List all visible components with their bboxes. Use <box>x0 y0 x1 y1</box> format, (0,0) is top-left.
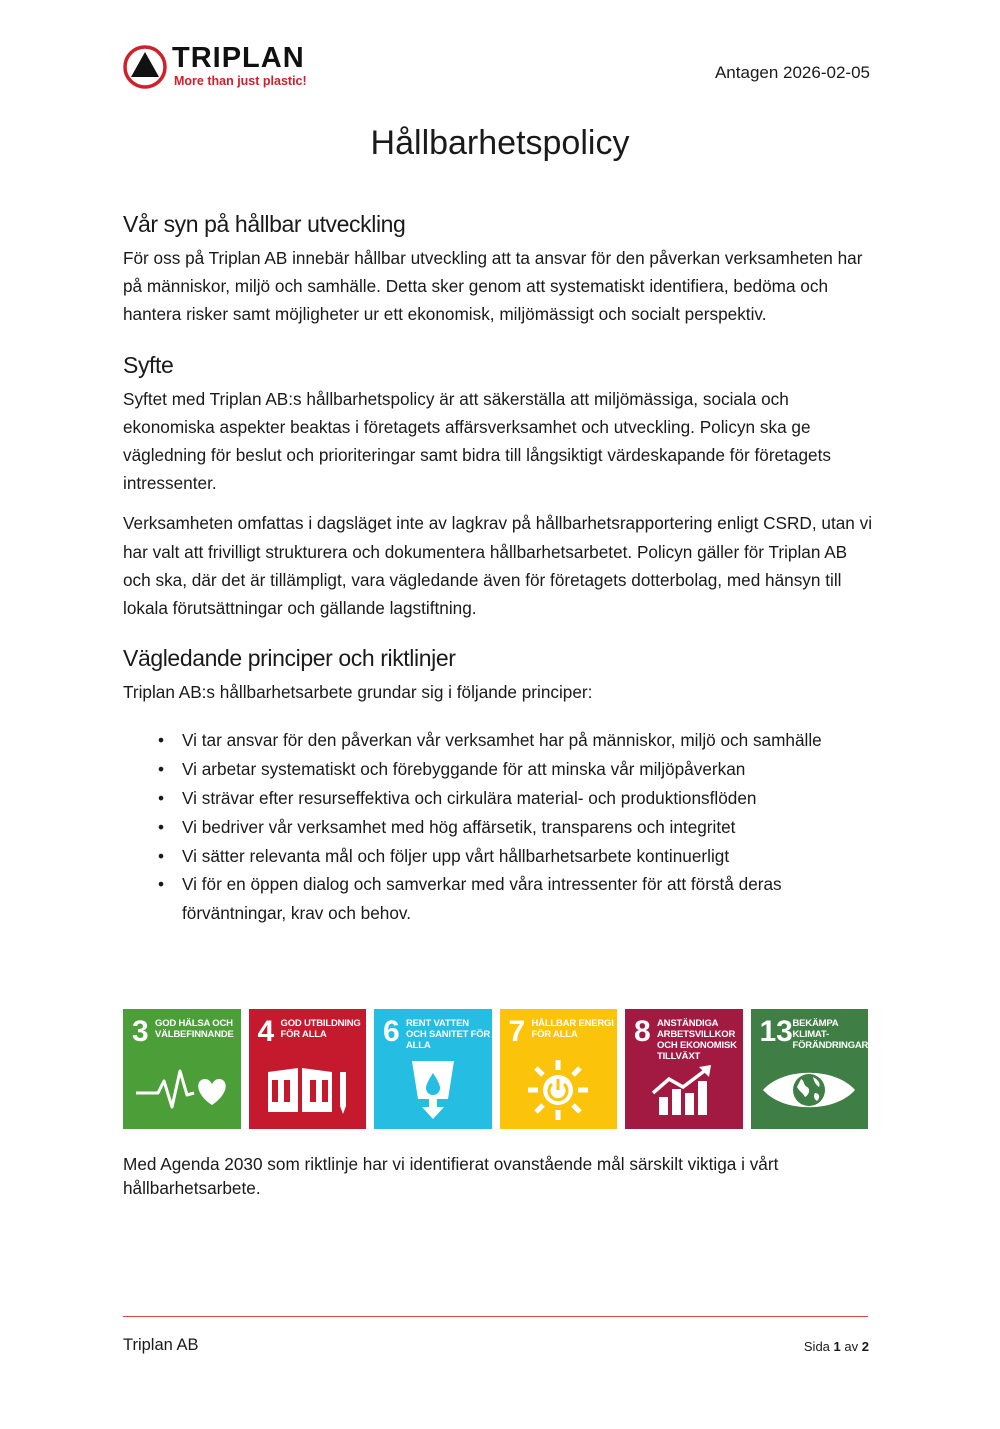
eye-globe-icon <box>759 1065 859 1115</box>
page-number: Sida 1 av 2 <box>803 1339 869 1354</box>
section-principles <box>123 642 878 928</box>
section-heading: Syfte <box>123 351 174 378</box>
list-item: • Vi bedriver vår verksamhet med hög affärsetik, transparens och integritet <box>158 813 878 842</box>
list-item: • Vi arbetar systematiskt och förebyggande för att minska vår miljöpåverkan <box>158 755 878 784</box>
sdg-number: 13 <box>759 1015 793 1048</box>
section-sustainable-development <box>123 208 878 329</box>
logo-tagline: More than just plastic! <box>174 74 307 88</box>
closing-paragraph: Med Agenda 2030 som riktlinje har vi identifierat ovanstående mål särskilt viktiga i vårt hållbarhetsarbete. <box>123 1154 779 1198</box>
total-pages: 2 <box>861 1339 869 1354</box>
sdg-tile-13 <box>751 1009 882 1129</box>
sdg-label: HÅLLBAR ENERGI FÖR ALLA <box>531 1018 614 1040</box>
sdg-label: ANSTÄNDIGA ARBETSVILLKOR OCH EKONOMISK TILLVÄXT <box>657 1018 737 1062</box>
principles-list <box>158 726 878 928</box>
list-item: • Vi strävar efter resurseffektiva och cirkulära material- och produktionsflöden <box>158 784 878 813</box>
footer-divider <box>123 1316 868 1317</box>
heartbeat-icon <box>132 1065 232 1115</box>
section-paragraph: Syftet med Triplan AB:s hållbarhetspolicy är att säkerställa att miljömässiga, sociala och ekonomiska aspekter beaktas i företagets affärsverksamhet och utveckling. Policyn ska ge vägledning för beslut och prioriteringar samt bidra till långsiktigt värdeskapande för företagets intressenter. <box>123 388 831 494</box>
adopted-date: Antagen 2026-02-05 <box>714 63 870 82</box>
document-body <box>123 208 878 948</box>
list-item: • Vi för en öppen dialog och samverkar med våra intressenter för att förstå deras förväntningar, krav och behov. <box>158 870 878 928</box>
sdg-goals-row <box>123 1009 882 1129</box>
book-icon <box>262 1062 352 1118</box>
growth-chart-icon <box>649 1065 719 1115</box>
section-purpose <box>123 349 878 623</box>
section-paragraph: För oss på Triplan AB innebär hållbar utveckling att ta ansvar för den påverkan verksamheten har på människor, miljö och samhälle. Detta sker genom att systematiskt identifiera, bedöma och hantera risker samt möjligheter ur ett ekonomisk, miljömässigt och socialt perspektiv. <box>123 248 863 325</box>
bullet: • <box>158 759 165 780</box>
footer-company: Triplan AB <box>123 1336 199 1354</box>
section-heading: Vår syn på hållbar utveckling <box>123 211 406 237</box>
sdg-number: 4 <box>257 1015 275 1048</box>
sdg-label: BEKÄMPA KLIMAT- FÖRÄNDRINGARNA <box>792 1018 882 1051</box>
sdg-tile-7 <box>500 1009 618 1129</box>
triplan-logo-icon <box>122 44 168 90</box>
bullet: • <box>158 874 165 895</box>
sdg-tile-6 <box>374 1009 492 1129</box>
sdg-number: 8 <box>634 1015 651 1048</box>
list-item: • Vi tar ansvar för den påverkan vår verksamhet har på människor, miljö och samhälle <box>158 726 878 755</box>
sdg-number: 7 <box>508 1015 526 1048</box>
water-glass-icon <box>398 1059 468 1121</box>
sdg-label: GOD UTBILDNING FÖR ALLA <box>280 1018 361 1040</box>
sdg-label: GOD HÄLSA OCH VÄLBEFINNANDE <box>155 1018 234 1040</box>
company-logo <box>122 44 322 92</box>
section-paragraph: Triplan AB:s hållbarhetsarbete grundar sig i följande principer: <box>123 682 593 703</box>
sdg-number: 3 <box>132 1015 149 1048</box>
document-title: Hållbarhetspolicy <box>370 124 630 162</box>
sdg-label: RENT VATTEN OCH SANITET FÖR ALLA <box>406 1018 491 1051</box>
sdg-number: 6 <box>383 1015 400 1048</box>
sdg-tile-8 <box>625 1009 743 1129</box>
bullet: • <box>158 788 165 809</box>
section-heading: Vägledande principer och riktlinjer <box>123 645 456 672</box>
sdg-tile-4 <box>249 1009 367 1129</box>
section-paragraph: Verksamheten omfattas i dagsläget inte av lagkrav på hållbarhetsrapportering enligt CSRD, utan vi har valt att frivilligt strukturera och dokumentera hållbarhetsarbetet. Policyn gäller för Triplan AB och ska, där det är tillämpligt, vara vägledande även för företagets dotterbolag, med hänsyn till lokala förutsättningar och gällande lagstiftning. <box>123 513 873 619</box>
logo-name: TRIPLAN <box>172 42 305 74</box>
bullet: • <box>158 730 165 751</box>
sdg-tile-3 <box>123 1009 241 1129</box>
current-page: 1 <box>833 1339 841 1354</box>
list-item: • Vi sätter relevanta mål och följer upp vårt hållbarhetsarbete kontinuerligt <box>158 842 878 871</box>
bullet: • <box>158 816 165 837</box>
bullet: • <box>158 845 165 866</box>
sun-power-icon <box>526 1058 590 1122</box>
